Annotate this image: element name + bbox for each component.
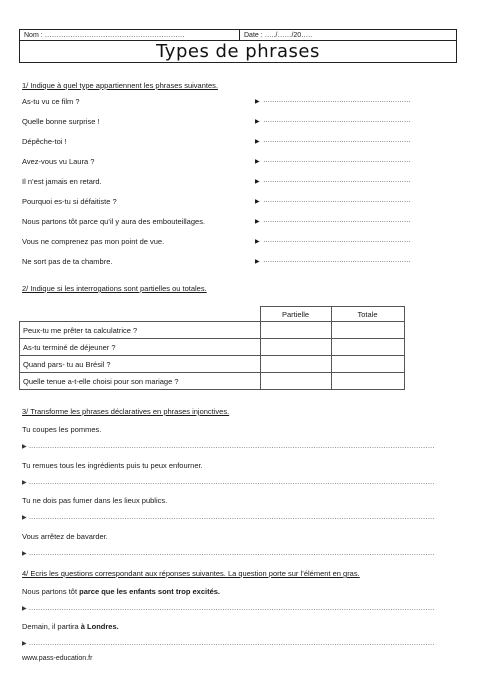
footer-url: www.pass-education.fr: [22, 655, 93, 662]
name-field[interactable]: Nom : ……………………………………………………: [20, 30, 240, 40]
arrow-icon: ▶: [22, 480, 27, 486]
arrow-icon: ▶: [255, 179, 260, 185]
s1-answer-5[interactable]: …………………………………………………………: [263, 177, 411, 184]
partielle-cell[interactable]: [260, 356, 331, 373]
arrow-icon: ▶: [255, 219, 260, 225]
s3-sentence-3: Tu ne dois pas fumer dans les lieux publics.: [22, 496, 168, 505]
s1-answer-3[interactable]: …………………………………………………………: [263, 137, 411, 144]
s1-sentence-1: As-tu vu ce film ?: [22, 97, 80, 106]
s1-answer-8[interactable]: …………………………………………………………: [263, 237, 411, 244]
arrow-icon: ▶: [22, 444, 27, 450]
totale-cell[interactable]: [331, 356, 404, 373]
table-corner: [20, 307, 261, 322]
row-question: Peux-tu me prêter ta calculatrice ?: [20, 322, 261, 339]
s1-answer-9[interactable]: …………………………………………………………: [263, 257, 411, 264]
totale-cell[interactable]: [331, 339, 404, 356]
arrow-icon: ▶: [22, 641, 27, 647]
s3-answer-3[interactable]: ▶ …………………………………………………………………………………………………………………………………………………………: [22, 514, 435, 521]
s1-sentence-9: Ne sort pas de ta chambre.: [22, 257, 113, 266]
partielle-cell[interactable]: [260, 322, 331, 339]
section3-instruction: 3/ Transforme les phrases déclaratives en phrases injonctives.: [22, 407, 230, 416]
page-title: Types de phrases: [156, 40, 320, 62]
s3-answer-4[interactable]: ▶ …………………………………………………………………………………………………………………………………………………………: [22, 550, 435, 557]
s4-sentence-1: Nous partons tôt parce que les enfants sont trop excités.: [22, 587, 221, 596]
title-box: [19, 40, 457, 63]
partielle-cell[interactable]: [260, 373, 331, 390]
section4-instruction: 4/ Ecris les questions correspondant aux réponses suivantes. La question porte sur l’élément en gras.: [22, 569, 360, 578]
arrow-icon: ▶: [22, 515, 27, 521]
table-row: [20, 373, 405, 390]
totale-cell[interactable]: [331, 373, 404, 390]
s1-sentence-3: Dépêche-toi !: [22, 137, 67, 146]
s1-sentence-8: Vous ne comprenez pas mon point de vue.: [22, 237, 165, 246]
partielle-cell[interactable]: [260, 339, 331, 356]
s1-sentence-5: Il n’est jamais en retard.: [22, 177, 102, 186]
s1-answer-2[interactable]: …………………………………………………………: [263, 117, 411, 124]
arrow-icon: ▶: [255, 99, 260, 105]
row-question: Quand pars- tu au Brésil ?: [20, 356, 261, 373]
s4-answer-2[interactable]: ▶ …………………………………………………………………………………………………………………………………………………………: [22, 640, 435, 647]
totale-cell[interactable]: [331, 322, 404, 339]
s1-answer-1[interactable]: …………………………………………………………: [263, 97, 411, 104]
table-row: [20, 339, 405, 356]
s3-answer-1[interactable]: ▶ …………………………………………………………………………………………………………………………………………………………: [22, 443, 435, 450]
arrow-icon: ▶: [255, 159, 260, 165]
arrow-icon: ▶: [255, 259, 260, 265]
s1-answer-6[interactable]: …………………………………………………………: [263, 197, 411, 204]
date-field[interactable]: Date : …../……/20…..: [244, 31, 313, 39]
s1-sentence-7: Nous partons tôt parce qu’il y aura des embouteillages.: [22, 217, 206, 226]
arrow-icon: ▶: [22, 551, 27, 557]
s3-sentence-4: Vous arrêtez de bavarder.: [22, 532, 108, 541]
s3-sentence-2: Tu remues tous les ingrédients puis tu peux enfourner.: [22, 461, 203, 470]
section2-instruction: 2/ Indique si les interrogations sont partielles ou totales.: [22, 284, 207, 293]
s1-answer-7[interactable]: …………………………………………………………: [263, 217, 411, 224]
column-header-totale: Totale: [331, 307, 404, 322]
s1-answer-4[interactable]: …………………………………………………………: [263, 157, 411, 164]
arrow-icon: ▶: [22, 606, 27, 612]
arrow-icon: ▶: [255, 139, 260, 145]
s1-sentence-4: Avez-vous vu Laura ?: [22, 157, 95, 166]
row-question: Quelle tenue a-t-elle choisi pour son mariage ?: [20, 373, 261, 390]
column-header-partielle: Partielle: [260, 307, 331, 322]
arrow-icon: ▶: [255, 199, 260, 205]
s4-answer-1[interactable]: ▶ …………………………………………………………………………………………………………………………………………………………: [22, 605, 435, 612]
s1-sentence-2: Quelle bonne surprise !: [22, 117, 100, 126]
arrow-icon: ▶: [255, 239, 260, 245]
table-row: [20, 356, 405, 373]
section1-instruction: 1/ Indique à quel type appartiennent les phrases suivantes.: [22, 81, 218, 90]
s3-answer-2[interactable]: ▶ …………………………………………………………………………………………………………………………………………………………: [22, 479, 435, 486]
s4-sentence-2: Demain, il partira à Londres.: [22, 622, 119, 631]
s3-sentence-1: Tu coupes les pommes.: [22, 425, 102, 434]
arrow-icon: ▶: [255, 119, 260, 125]
table-row: [20, 322, 405, 339]
s1-sentence-6: Pourquoi es-tu si défaitiste ?: [22, 197, 117, 206]
row-question: As-tu terminé de déjeuner ?: [20, 339, 261, 356]
interrogation-table: [19, 306, 405, 390]
